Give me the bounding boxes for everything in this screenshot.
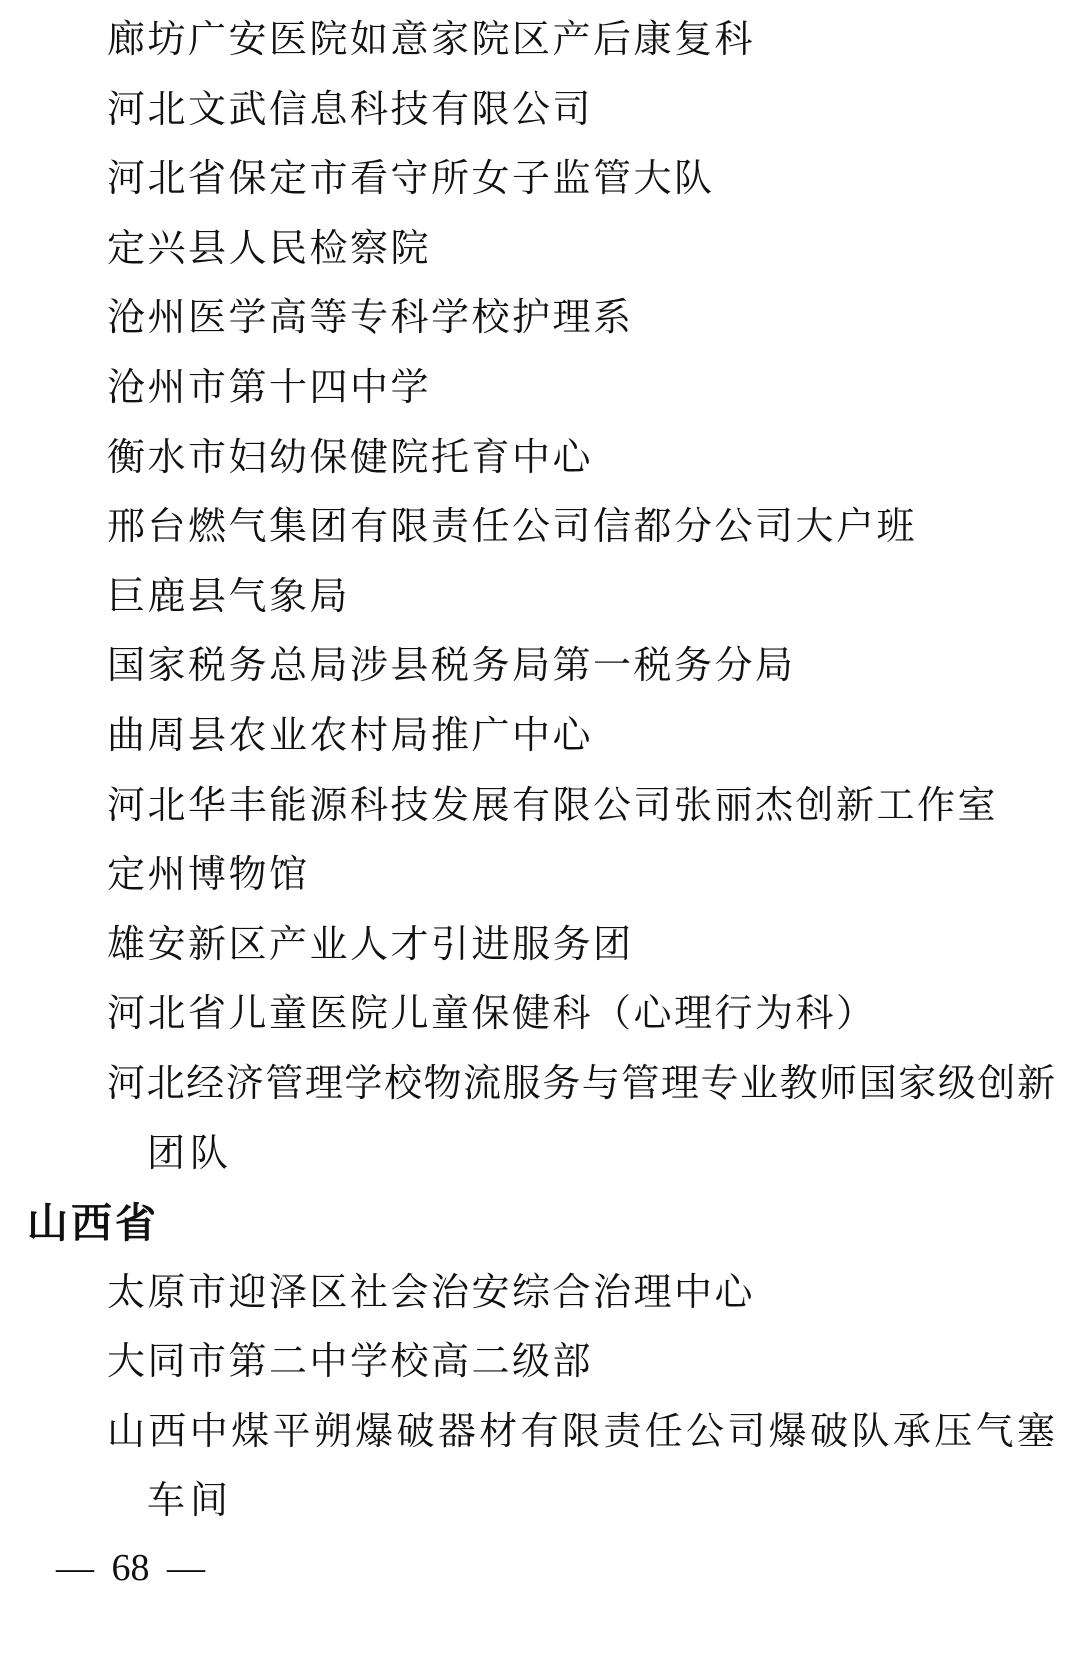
list-item-continuation: 团队 [147, 1132, 234, 1175]
section-header: 山西省 [27, 1200, 159, 1247]
list-item: 太原市迎泽区社会治安综合治理中心 [107, 1271, 756, 1314]
list-item: 河北省儿童医院儿童保健科（心理行为科） [107, 993, 877, 1036]
list-item: 大同市第二中学校高二级部 [107, 1341, 594, 1384]
list-item-continuation: 车间 [147, 1480, 234, 1523]
list-item-line: 山 西 中 煤 平 朔 爆 破 器 材 有 限 责 任 公 司 爆 破 队 承 压 气 塞 [107, 1410, 1055, 1453]
list-item: 邢台燃气集团有限责任公司信都分公司大户班 [107, 506, 918, 549]
list-item: 定州博物馆 [107, 854, 310, 897]
list-item: 廊坊广安医院如意家院区产后康复科 [107, 19, 756, 61]
list-item: 曲周县农业农村局推广中心 [107, 714, 594, 757]
list-item: 雄安新区产业人才引进服务团 [107, 923, 634, 966]
list-item: 定兴县人民检察院 [107, 227, 432, 270]
list-item: 国家税务总局涉县税务局第一税务分局 [107, 645, 796, 688]
list-item: 衡水市妇幼保健院托育中心 [107, 436, 594, 479]
page-number: — 68 — [56, 1547, 205, 1589]
list-item: 河北省保定市看守所女子监管大队 [107, 158, 715, 201]
page-footer [56, 1534, 205, 1604]
list-item-line: 河 北 经 济 管 理 学 校 物 流 服 务 与 管 理 专 业 教 师 国 家 级 创 新 [107, 1062, 1055, 1105]
list-item: 河北文武信息科技有限公司 [107, 88, 594, 131]
list-item: 沧州医学高等专科学校护理系 [107, 297, 634, 340]
list-item: 沧州市第十四中学 [107, 366, 432, 409]
list-item: 巨鹿县气象局 [107, 575, 351, 618]
list-item: 河北华丰能源科技发展有限公司张丽杰创新工作室 [107, 784, 999, 827]
